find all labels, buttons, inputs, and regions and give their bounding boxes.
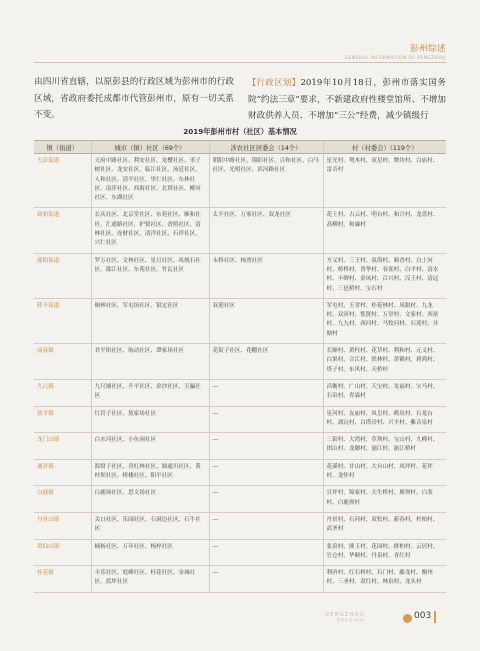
row-town: 龙门山镇 xyxy=(34,433,91,460)
row-town: 桂花镇 xyxy=(34,566,91,593)
section-tag: 【行政区划】 xyxy=(248,77,301,87)
row-city-communities: 海窝子社区、青杠林社区、圆通川社区、黄村坝社区、桥楼社区、阳平社区 xyxy=(91,459,209,486)
page-number: 003 xyxy=(414,611,432,621)
row-villages: 三街村、大湾村、草坝村、宝山村、九峰村、团山村、龙脚村、湔江村、湔江桥村 xyxy=(323,433,446,460)
row-town: 致和街道 xyxy=(34,208,91,253)
header-rule xyxy=(34,62,446,63)
row-town: 丽春镇 xyxy=(34,344,91,380)
row-town: 敖平镇 xyxy=(34,406,91,433)
row-villages: 张泉村、熊玉村、花园村、群柏村、云居村、官仓村、华顺村、丹泉村、青红村 xyxy=(323,539,446,566)
row-agri-communities: — xyxy=(209,566,323,593)
row-town: 隆丰街道 xyxy=(34,298,91,343)
row-city-communities: 铜林社区、军屯场社区、银定社区 xyxy=(91,298,209,343)
body-text-right xyxy=(248,74,446,125)
table-row xyxy=(34,433,446,460)
header-city-community: 城市（镇）社区（69个） xyxy=(91,141,209,154)
row-villages: 昌衡村、广山村、天宝村、龙福村、宝马村、石泉村、青霖村 xyxy=(323,379,446,406)
row-town: 丹景山镇 xyxy=(34,512,91,539)
footer-brand xyxy=(326,612,365,623)
row-city-communities: 罗万社区、文林社区、星月社区、凤凰石社区、濛江社区、东苑社区、竹瓦社区 xyxy=(91,253,209,298)
body-text-left: 由四川省直辖，以原彭县的行政区域为彭州市的行政区域，省政府委托成都市代管彭州市，原有一切关系不变。 xyxy=(34,77,234,120)
row-city-communities: 君平街社区、航动社区、谭家场社区 xyxy=(91,344,209,380)
row-agri-communities: — xyxy=(209,459,323,486)
row-agri-communities: 朝阳中路社区、锦阳社区、百和社区、白马社区、光明社区、滨河路社区 xyxy=(209,154,323,208)
header-agri-community: 涉农社区居委会（14个） xyxy=(209,141,323,154)
section-title: 彭州综述 xyxy=(409,44,446,54)
row-agri-communities: — xyxy=(209,379,323,406)
row-agri-communities: — xyxy=(209,406,323,433)
row-villages: 长顺村、黄柱村、花草村、利和村、元义村、白果村、合江村、铁林村、黄鹤村、碧鸿村、塔子村、东风村、天桥村 xyxy=(323,344,446,380)
row-villages: 星河村、友庙村、凤皇村、鹤泉村、石龙台村、漓沅村、白塔房村、兴平村、紫音泉村 xyxy=(323,406,446,433)
body-text-right-content: 2019年10月18日，彭州市落实国务院“约法三章”要求，不新建政府性楼堂馆所、不增加财政供养人员、不增加“三公”经费，减少镇级行 xyxy=(248,78,446,121)
page-marker-icon xyxy=(403,614,412,623)
row-city-communities: 天府中路社区、利安社区、龙樱社区、枣子树社区、龙安社区、临江社区、汤廷社区、人和社区、清平社区、里仁社区、东林社区、南萍社区、西海社区、北塔社区、柳河社区、东湖社区 xyxy=(91,154,209,208)
table-row xyxy=(34,512,446,539)
row-city-communities: 九尺铺社区、升平社区、金沙社区、玉瀛社区 xyxy=(91,379,209,406)
table-header-row xyxy=(34,141,446,154)
table-row xyxy=(34,298,446,343)
row-town: 九尺镇 xyxy=(34,379,91,406)
table-row xyxy=(34,379,446,406)
table-caption: 2019年彭州市村（社区）基本情况 xyxy=(183,127,297,136)
row-town: 葛仙山镇 xyxy=(34,539,91,566)
table-row xyxy=(34,566,446,593)
row-city-communities: 白水河社区、小鱼洞社区 xyxy=(91,433,209,460)
row-town: 白鹿镇 xyxy=(34,486,91,513)
row-town: 濛阳街道 xyxy=(34,253,91,298)
table-row xyxy=(34,208,446,253)
row-villages: 方义村、三王村、泉海村、蔺香村、白土河村、桥桥村、普华村、春雀村、白平村、清水村、丰碑村、金凤村、百兴村、汉王村、清远村、三邑桥村、宝石村 xyxy=(323,253,446,298)
row-agri-communities: 永桥社区、杨湾社区 xyxy=(209,253,323,298)
brand-subtitle: 彭州年鉴 2020 xyxy=(336,618,365,622)
row-city-communities: 红岩子社区、敖家场社区 xyxy=(91,406,209,433)
row-villages: 利济村、红石桥村、石门村、藤龙村、衡州村、三圣村、双红村、林泉村、龙头村 xyxy=(323,566,446,593)
section-subtitle: GENERAL INFORMATION OF PENGZHOU xyxy=(344,55,446,60)
row-agri-communities: — xyxy=(209,433,323,460)
row-town: 天彭街道 xyxy=(34,154,91,208)
row-villages: 丹景村、石河村、双松村、新春村、杉柏村、武圣村 xyxy=(323,512,446,539)
row-city-communities: 长庆社区、北京堂社区、东苑社区、顺和社区、汇通路社区、护贤社区、香照社区、清林社区、连财社区、清洋社区、石祥社区、兴仁社区 xyxy=(91,208,209,253)
row-agri-communities: 太平社区、万家社区、双龙社区 xyxy=(209,208,323,253)
row-villages: 星光村、鸳木村、双星村、牌坊村、白庙村、雷音村 xyxy=(323,154,446,208)
table-row xyxy=(34,486,446,513)
page-tick xyxy=(434,611,436,623)
header-village: 村（村委会）（119个） xyxy=(323,141,446,154)
row-city-communities: 白鹿场社区、思文场社区 xyxy=(91,486,209,513)
row-villages: 军屯村、玉堂村、桂花林村、凤眼村、九龙村、双河村、集贤村、万堂村、文家村、西童村、九九村、西河村、马牧河村、石迎村、并塘村 xyxy=(323,298,446,343)
row-villages: 宣坪村、锦家村、天生桥村、塘坝村、白茶村、白鹿坝村 xyxy=(323,486,446,513)
row-town: 通济镇 xyxy=(34,459,91,486)
row-agri-communities: — xyxy=(209,486,323,513)
header-town: 镇（街道） xyxy=(34,141,91,154)
row-agri-communities: 双迎社区 xyxy=(209,298,323,343)
village-table xyxy=(34,140,446,593)
row-city-communities: 关口社区、乐园社区、石洞边社区、石牛社区 xyxy=(91,512,209,539)
row-agri-communities: — xyxy=(209,539,323,566)
running-header xyxy=(276,42,446,60)
row-agri-communities: 花街子社区、花棚社区 xyxy=(209,344,323,380)
brand-name: PENGZHOU xyxy=(326,612,365,618)
row-city-communities: 丰乐社区、庭峰社区、桂花社区、金城社区、蓝坪社区 xyxy=(91,566,209,593)
table-row xyxy=(34,539,446,566)
row-villages: 花溪村、甘山村、大台山村、凤坪村、花坪村、龙怀村 xyxy=(323,459,446,486)
row-villages: 花土村、古云村、明台村、和兴村、龙盘村、高柳村、和廉村 xyxy=(323,208,446,253)
table-row xyxy=(34,253,446,298)
table-row xyxy=(34,154,446,208)
row-agri-communities: — xyxy=(209,512,323,539)
table-row xyxy=(34,459,446,486)
table-row xyxy=(34,344,446,380)
table-row xyxy=(34,406,446,433)
row-city-communities: 楠杨社区、万年社区、杨梓社区 xyxy=(91,539,209,566)
